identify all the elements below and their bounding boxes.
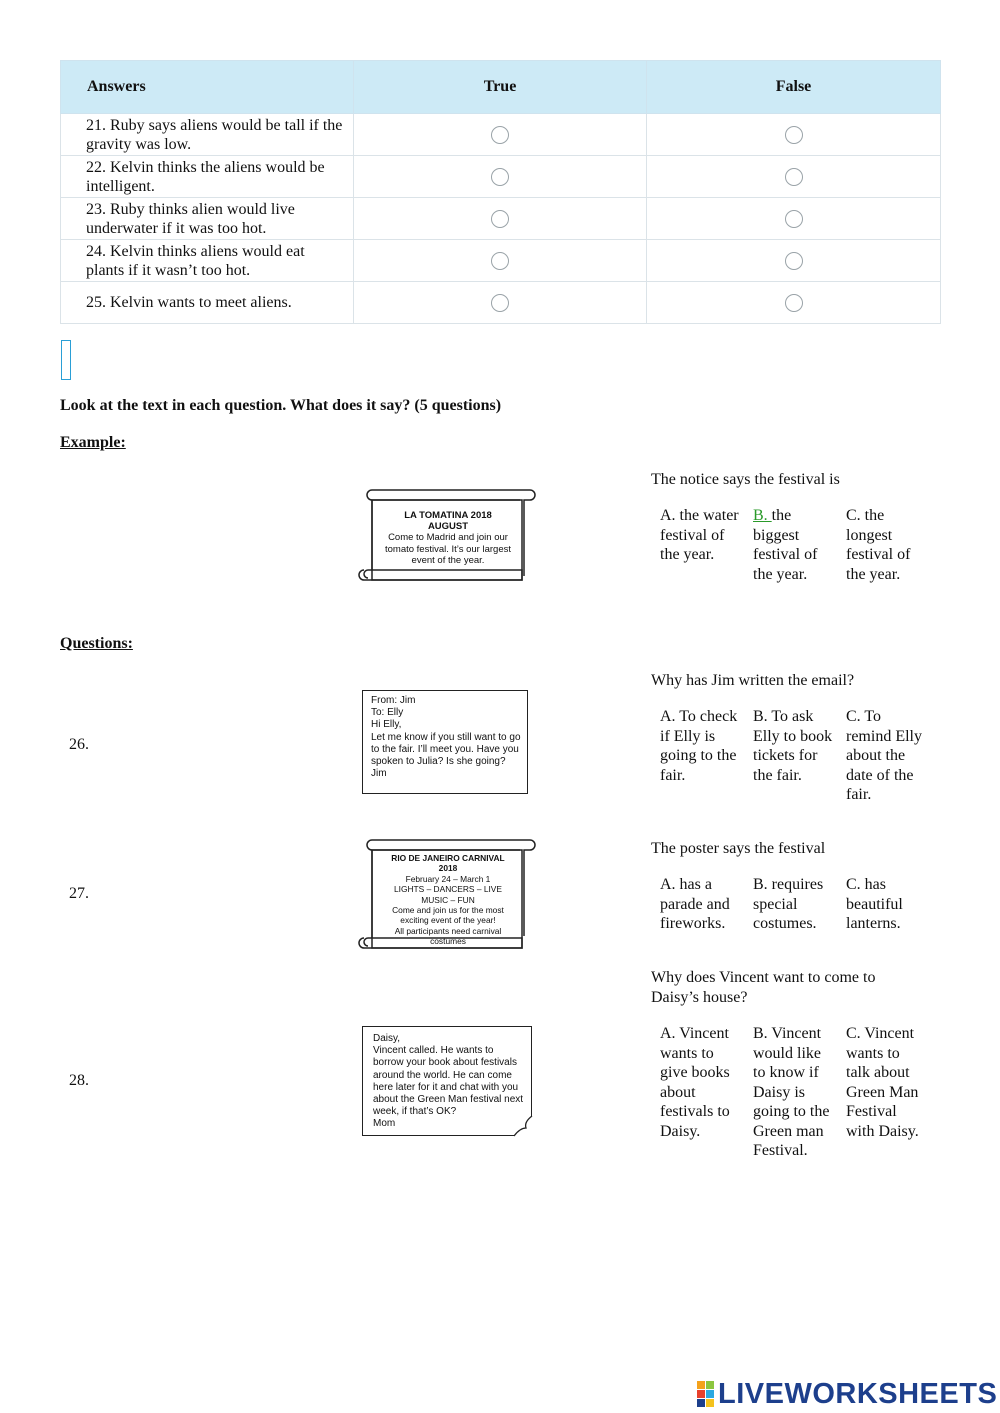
question-28-number: 28. xyxy=(69,1072,89,1089)
statement-24: 24. Kelvin thinks aliens would eat plants if it wasn’t too hot. xyxy=(61,240,354,282)
email-body: Let me know if you still want to go to the fair. I’ll meet you. Have you spoken to Julia? Is she going? xyxy=(371,731,521,768)
poster-text xyxy=(377,853,519,947)
example-option-a[interactable]: A. the water festival of the year. xyxy=(660,507,739,563)
poster-line4: All participants need carnival costumes xyxy=(394,925,502,947)
radio-25-true[interactable] xyxy=(491,294,509,312)
notice-subtitle: AUGUST xyxy=(427,521,469,533)
statement-22: 22. Kelvin thinks the aliens would be intelligent. xyxy=(61,156,354,198)
example-option-b-text: the biggest festival of the year. xyxy=(753,507,818,583)
question-27-option-c[interactable]: C. has beautiful lanterns. xyxy=(846,876,903,932)
question-26-option-c[interactable]: C. To remind Elly about the date of the fair. xyxy=(846,708,922,803)
radio-22-false[interactable] xyxy=(785,168,803,186)
table-header-row xyxy=(61,61,941,114)
questions-heading: Questions: xyxy=(60,635,133,652)
email-to: To: Elly xyxy=(371,707,404,719)
page-curl-icon xyxy=(510,1114,534,1138)
example-option-b[interactable] xyxy=(753,506,835,584)
radio-24-true[interactable] xyxy=(491,252,509,270)
statement-23: 23. Ruby thinks alien would live underwater if it was too hot. xyxy=(61,198,354,240)
question-28-option-b[interactable]: B. Vincent would like to know if Daisy is going to the Green man Festival. xyxy=(753,1025,830,1159)
email-from: From: Jim xyxy=(371,695,416,706)
radio-25-false[interactable] xyxy=(785,294,803,312)
notice-title: LA TOMATINA 2018 xyxy=(404,510,492,521)
question-27-prompt: The poster says the festival xyxy=(651,840,826,857)
poster-line2: MUSIC – FUN xyxy=(421,894,475,905)
example-prompt: The notice says the festival is xyxy=(651,471,840,488)
question-27-option-b[interactable]: B. requires special costumes. xyxy=(753,876,824,932)
radio-21-true[interactable] xyxy=(491,126,509,144)
email-greeting: Hi Elly, xyxy=(371,719,402,731)
mom-note-body: Vincent called. He wants to borrow your book about festivals around the world. He can come here later for it and chat with you about the Green Man festival next week, if that’s OK? xyxy=(373,1045,524,1118)
logo-mark-icon xyxy=(697,1381,714,1407)
question-26-option-a[interactable]: A. To check if Elly is going to the fair. xyxy=(660,708,738,784)
radio-23-false[interactable] xyxy=(785,210,803,228)
email-signature: Jim xyxy=(371,768,387,780)
radio-22-true[interactable] xyxy=(491,168,509,186)
poster-title: RIO DE JANEIRO CARNIVAL xyxy=(391,853,505,863)
email-note xyxy=(362,690,528,794)
question-27-number: 27. xyxy=(69,885,89,902)
logo-text: LIVEWORKSHEETS xyxy=(718,1377,998,1410)
example-option-c[interactable]: C. the longest festival of the year. xyxy=(846,507,911,583)
question-26-option-b[interactable]: B. To ask Elly to book tickets for the fair. xyxy=(753,708,833,784)
question-28-option-c[interactable]: C. Vincent wants to talk about Green Man Festival with Daisy. xyxy=(846,1025,919,1140)
statement-21: 21. Ruby says aliens would be tall if the gravity was low. xyxy=(61,114,354,156)
instruction-text: Look at the text in each question. What does it say? (5 questions) xyxy=(60,397,502,414)
table-row xyxy=(61,282,941,324)
poster-line1: LIGHTS – DANCERS – LIVE xyxy=(394,884,502,895)
header-false: False xyxy=(647,61,941,114)
mom-note-signature: Mom xyxy=(373,1118,396,1130)
table-row xyxy=(61,156,941,198)
question-27-option-a[interactable]: A. has a parade and fireworks. xyxy=(660,876,730,932)
header-answers: Answers xyxy=(61,61,354,114)
example-notice-text xyxy=(378,510,518,566)
header-true: True xyxy=(354,61,647,114)
poster-line3: Come and join us for the most exciting event of the year! xyxy=(392,905,504,926)
radio-24-false[interactable] xyxy=(785,252,803,270)
table-row xyxy=(61,240,941,282)
question-28-option-a[interactable]: A. Vincent wants to give books about festivals to Daisy. xyxy=(660,1025,730,1140)
poster-dates: February 24 – March 1 xyxy=(405,873,491,884)
question-26-number: 26. xyxy=(69,736,89,753)
statement-25: 25. Kelvin wants to meet aliens. xyxy=(61,282,354,324)
table-row xyxy=(61,198,941,240)
notice-body: Come to Madrid and join our tomato festival. It’s our largest event of the year. xyxy=(384,532,512,566)
example-option-b-letter: B. xyxy=(753,507,772,524)
radio-23-true[interactable] xyxy=(491,210,509,228)
mom-note-greeting: Daisy, xyxy=(373,1033,401,1044)
table-row xyxy=(61,114,941,156)
text-cursor-box[interactable] xyxy=(61,340,71,380)
question-26-prompt: Why has Jim written the email? xyxy=(651,672,855,689)
true-false-table xyxy=(60,60,941,324)
poster-year: 2018 xyxy=(438,863,458,874)
example-heading: Example: xyxy=(60,434,126,451)
liveworksheets-logo[interactable] xyxy=(697,1379,997,1409)
radio-21-false[interactable] xyxy=(785,126,803,144)
question-28-prompt: Why does Vincent want to come to Daisy’s house? xyxy=(651,969,876,1006)
mom-note xyxy=(362,1026,532,1136)
